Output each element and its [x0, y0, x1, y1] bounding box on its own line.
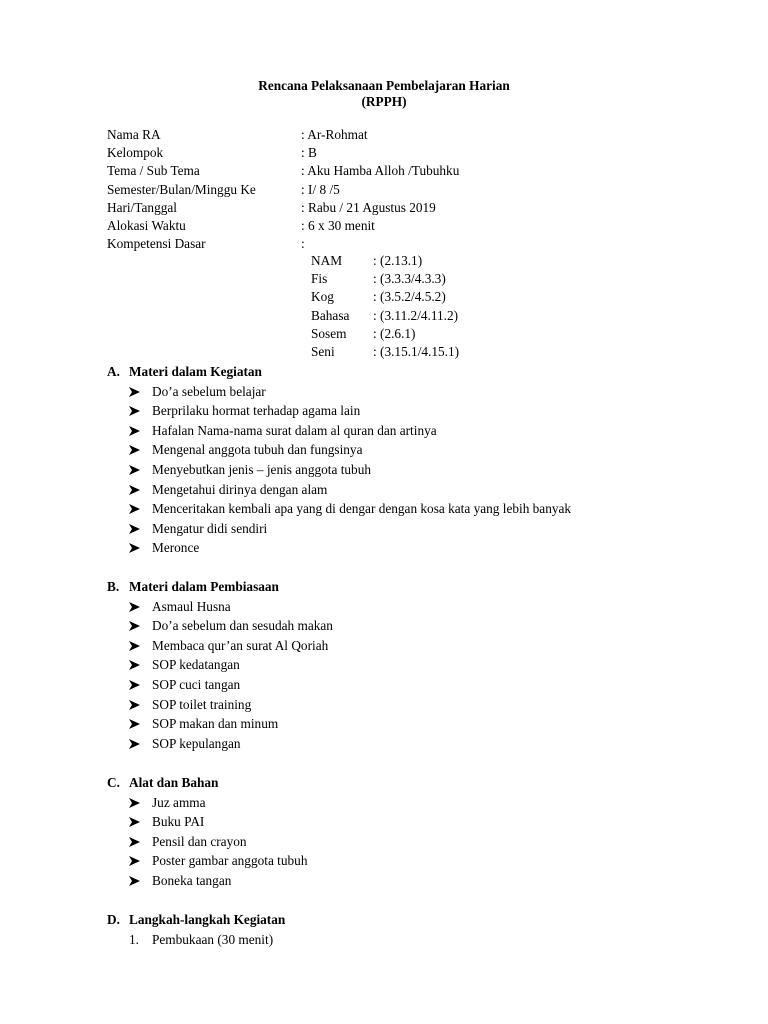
list-item-text: Hafalan Nama-nama surat dalam al quran dan artinya [152, 422, 437, 438]
kompetensi-value: : (3.3.3/4.3.3) [373, 271, 446, 287]
arrowhead-bullet-icon [129, 876, 141, 886]
arrowhead-bullet-icon [129, 543, 141, 553]
info-label: Alokasi Waktu [107, 217, 186, 233]
list-item-text: Do’a sebelum dan sesudah makan [152, 618, 333, 634]
arrowhead-bullet-icon [129, 798, 141, 808]
list-item-text: Juz amma [152, 794, 206, 810]
arrowhead-bullet-icon [129, 485, 141, 495]
kompetensi-value: : (3.11.2/4.11.2) [373, 307, 459, 323]
section-letter: B. [107, 579, 120, 594]
arrowhead-bullet-icon [129, 387, 141, 397]
section-letter: D. [107, 912, 120, 927]
section-letter: C. [107, 775, 120, 790]
arrowhead-bullet-icon [129, 739, 141, 749]
section-title: Alat dan Bahan [129, 775, 219, 790]
document-subtitle: (RPPH) [361, 94, 407, 109]
arrowhead-bullet-icon [129, 445, 141, 455]
info-label: Kelompok [107, 145, 164, 161]
list-item-text: Do’a sebelum belajar [152, 383, 266, 399]
arrowhead-bullet-icon [129, 700, 141, 710]
kompetensi-code: Fis [311, 271, 328, 287]
info-label: Kompetensi Dasar [107, 236, 206, 252]
list-item-text: Mengenal anggota tubuh dan fungsinya [152, 442, 363, 458]
info-value: : [301, 236, 305, 252]
list-item-text: SOP kepulangan [152, 735, 241, 751]
info-value: : Rabu / 21 Agustus 2019 [301, 199, 436, 215]
list-item-text: Membaca qur’an surat Al Qoriah [152, 637, 329, 653]
step-number: 1. [129, 931, 139, 947]
info-value: : Ar-Rohmat [301, 127, 368, 142]
arrowhead-bullet-icon [129, 621, 141, 631]
arrowhead-bullet-icon [129, 524, 141, 534]
list-item-text: Mengatur didi sendiri [152, 520, 268, 536]
kompetensi-value: : (2.6.1) [373, 325, 416, 341]
kompetensi-value: : (3.5.2/4.5.2) [373, 289, 446, 305]
arrowhead-bullet-icon [129, 504, 141, 514]
list-item-text: Buku PAI [152, 814, 205, 830]
info-value: : Aku Hamba Alloh /Tubuhku [301, 163, 460, 179]
list-item-text: SOP makan dan minum [152, 716, 279, 732]
list-item-text: Poster gambar anggota tubuh [152, 853, 308, 869]
arrowhead-bullet-icon [129, 719, 141, 729]
list-item-text: Pensil dan crayon [152, 833, 247, 849]
arrowhead-bullet-icon [129, 465, 141, 475]
arrowhead-bullet-icon [129, 837, 141, 847]
arrowhead-bullet-icon [129, 406, 141, 416]
section-title: Materi dalam Pembiasaan [129, 579, 279, 594]
list-item-text: Boneka tangan [152, 872, 232, 888]
arrowhead-bullet-icon [129, 817, 141, 827]
kompetensi-value: : (2.13.1) [373, 253, 423, 268]
section-title: Langkah-langkah Kegiatan [129, 912, 286, 927]
arrowhead-bullet-icon [129, 426, 141, 436]
kompetensi-code: Seni [311, 343, 335, 359]
list-item-text: SOP kedatangan [152, 657, 240, 673]
list-item-text: Meronce [152, 540, 200, 556]
info-label: Nama RA [107, 127, 161, 142]
info-label: Semester/Bulan/Minggu Ke [107, 181, 256, 197]
kompetensi-code: Kog [311, 289, 334, 305]
arrowhead-bullet-icon [129, 641, 141, 651]
info-label: Hari/Tanggal [107, 199, 177, 215]
list-item-text: Menyebutkan jenis – jenis anggota tubuh [152, 461, 371, 477]
arrowhead-bullet-icon [129, 856, 141, 866]
kompetensi-code: NAM [311, 253, 343, 268]
info-value: : 6 x 30 menit [301, 217, 375, 233]
arrowhead-bullet-icon [129, 602, 141, 612]
arrowhead-bullet-icon [129, 660, 141, 670]
kompetensi-code: Bahasa [311, 307, 350, 323]
kompetensi-code: Sosem [311, 325, 347, 341]
document-title: Rencana Pelaksanaan Pembelajaran Harian [258, 78, 510, 93]
step-text: Pembukaan (30 menit) [152, 931, 274, 947]
list-item-text: SOP cuci tangan [152, 676, 241, 692]
kompetensi-value: : (3.15.1/4.15.1) [373, 343, 460, 359]
info-label: Tema / Sub Tema [107, 163, 200, 179]
info-value: : B [301, 145, 317, 161]
section-title: Materi dalam Kegiatan [129, 364, 262, 379]
list-item-text: Berprilaku hormat terhadap agama lain [152, 403, 361, 419]
list-item-text: Mengetahui dirinya dengan alam [152, 481, 328, 497]
arrowhead-bullet-icon [129, 680, 141, 690]
section-letter: A. [107, 364, 120, 379]
list-item-text: Asmaul Husna [152, 598, 231, 614]
list-item-text: Menceritakan kembali apa yang di dengar dengan kosa kata yang lebih banyak [152, 501, 572, 517]
list-item-text: SOP toilet training [152, 696, 252, 712]
info-value: : I/ 8 /5 [301, 181, 340, 197]
